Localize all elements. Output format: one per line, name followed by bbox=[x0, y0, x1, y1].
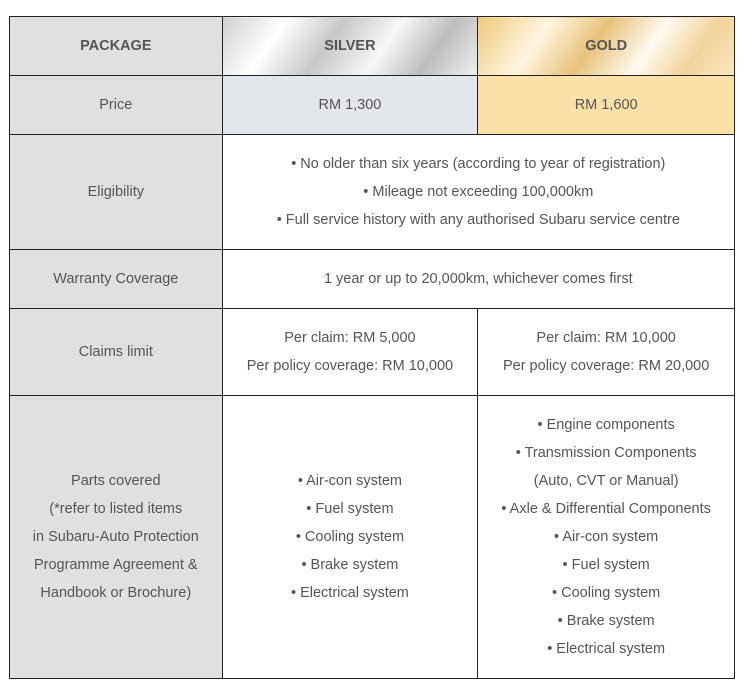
parts-label bbox=[10, 396, 223, 679]
parts-item: • Electrical system bbox=[290, 585, 409, 601]
claims-row bbox=[10, 309, 735, 396]
claims-line: Per policy coverage: RM 10,000 bbox=[246, 358, 454, 374]
parts-item: (Auto, CVT or Manual) bbox=[533, 473, 679, 489]
parts-item: • Fuel system bbox=[562, 557, 650, 573]
parts-item: • Cooling system bbox=[552, 585, 661, 601]
eligibility-row bbox=[10, 135, 735, 250]
parts-item: • Air-con system bbox=[297, 473, 403, 489]
price-row bbox=[10, 76, 735, 135]
eligibility-item: • No older than six years (according to year of registration) bbox=[291, 156, 666, 172]
package-comparison-table bbox=[9, 16, 735, 679]
gold-parts bbox=[478, 396, 735, 679]
parts-row bbox=[10, 396, 735, 679]
parts-item: • Engine components bbox=[537, 417, 675, 433]
gold-claims bbox=[478, 309, 735, 396]
parts-item: • Fuel system bbox=[306, 501, 394, 517]
eligibility-item: • Mileage not exceeding 100,000km bbox=[363, 184, 594, 200]
claims-line: Per policy coverage: RM 20,000 bbox=[502, 358, 710, 374]
gold-price: RM 1,600 bbox=[478, 76, 735, 135]
claims-label: Claims limit bbox=[10, 309, 223, 396]
warranty-value: 1 year or up to 20,000km, whichever comes first bbox=[222, 250, 734, 309]
eligibility-label: Eligibility bbox=[10, 135, 223, 250]
parts-item: • Cooling system bbox=[295, 529, 405, 545]
eligibility-value bbox=[222, 135, 734, 250]
silver-claims bbox=[222, 309, 478, 396]
claims-line: Per claim: RM 5,000 bbox=[284, 330, 416, 346]
claims-line: Per claim: RM 10,000 bbox=[536, 330, 676, 346]
parts-item: • Brake system bbox=[557, 613, 655, 629]
parts-label-line: in Subaru-Auto Protection bbox=[32, 529, 199, 545]
gold-header: GOLD bbox=[478, 17, 735, 76]
parts-item: • Electrical system bbox=[547, 641, 666, 657]
parts-label-line: (*refer to listed items bbox=[49, 501, 183, 517]
header-row bbox=[10, 17, 735, 76]
parts-label-line: Handbook or Brochure) bbox=[40, 585, 192, 601]
package-header: PACKAGE bbox=[10, 17, 223, 76]
eligibility-item: • Full service history with any authorised Subaru service centre bbox=[276, 212, 680, 228]
silver-parts bbox=[222, 396, 478, 679]
parts-item: • Brake system bbox=[301, 557, 399, 573]
silver-header: SILVER bbox=[222, 17, 478, 76]
warranty-row bbox=[10, 250, 735, 309]
warranty-label: Warranty Coverage bbox=[10, 250, 223, 309]
parts-item: • Axle & Differential Components bbox=[501, 501, 711, 517]
price-label: Price bbox=[10, 76, 223, 135]
parts-item: • Transmission Components bbox=[515, 445, 697, 461]
parts-label-line: Programme Agreement & bbox=[33, 557, 198, 573]
parts-label-line: Parts covered bbox=[71, 473, 161, 489]
silver-price: RM 1,300 bbox=[222, 76, 478, 135]
parts-item: • Air-con system bbox=[554, 529, 659, 545]
